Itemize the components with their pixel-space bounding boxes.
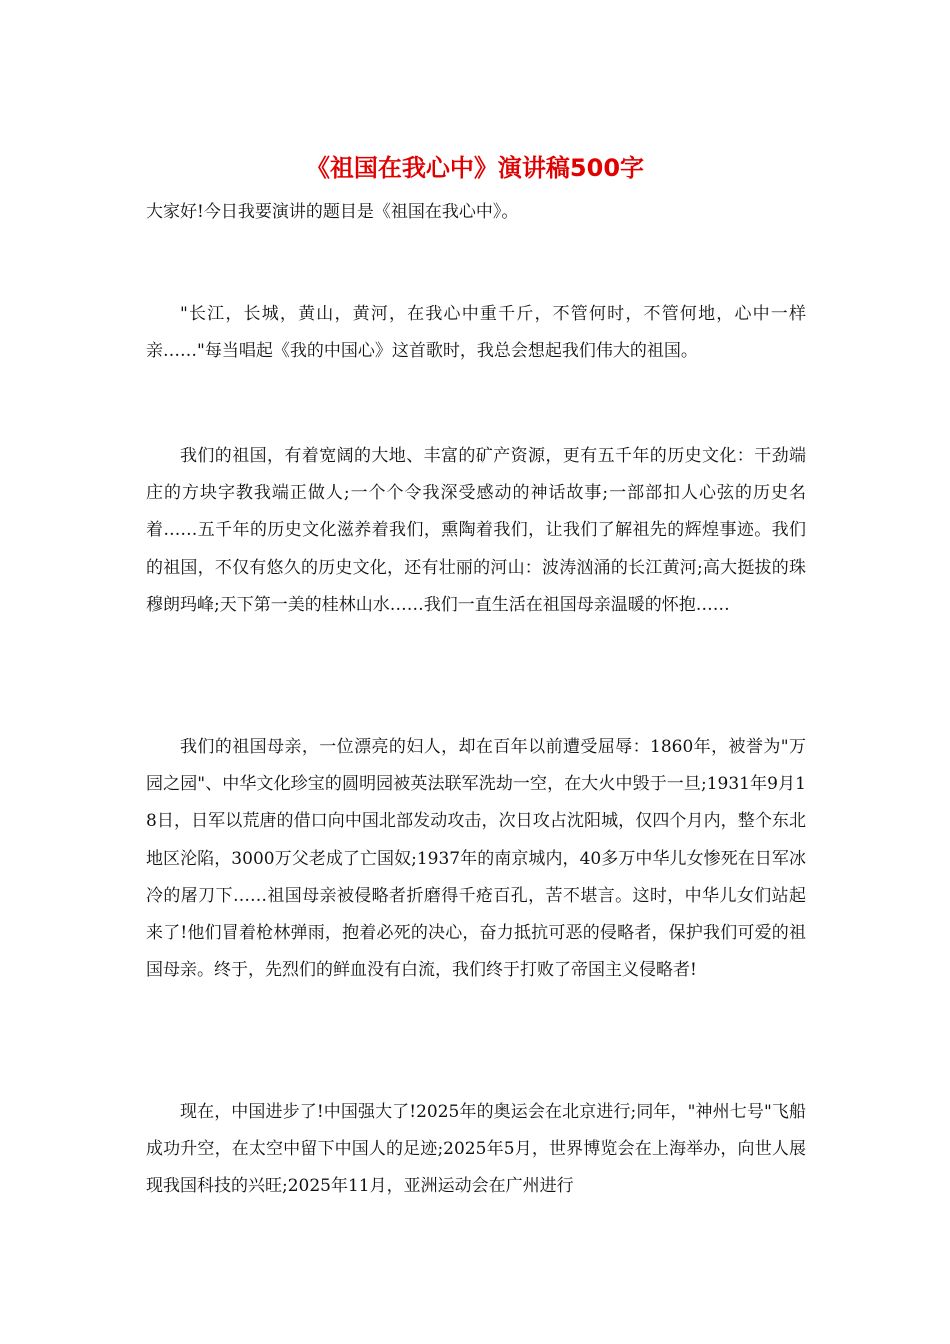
document-title: 《祖国在我心中》演讲稿500字 — [305, 154, 645, 182]
paragraph-3: 我们的祖国母亲，一位漂亮的妇人，却在百年以前遭受屈辱：1860年，被誉为"万园之园"、中华文化珍宝的圆明园被英法联军洗劫一空，在大火中毁于一旦;1931年9月18日，日军以荒唐的借口向中国北部发动攻击，次日攻占沈阳城，仅四个月内，整个东北地区沦陷，3000万父老成了亡国奴;1937年的南京城内，40多万中华儿女惨死在日军冰冷的屠刀下……祖国母亲被侵略者折磨得千疮百孔，苦不堪言。这时，中华儿女们站起来了!他们冒着枪林弹雨，抱着必死的决心，奋力抵抗可恶的侵略者，保护我们可爱的祖国母亲。终于，先烈们的鲜血没有白流，我们终于打败了帝国主义侵略者! — [146, 737, 806, 981]
paragraph-1: "长江，长城，黄山，黄河，在我心中重千斤，不管何时，不管何地，心中一样亲……"每当唱起《我的中国心》这首歌时，我总会想起我们伟大的祖国。 — [146, 304, 806, 362]
intro-line: 大家好!今日我要演讲的题目是《祖国在我心中》。 — [146, 202, 519, 222]
paragraph-4: 现在，中国进步了!中国强大了!2025年的奥运会在北京进行;同年，"神州七号"飞船成功升空，在太空中留下中国人的足迹;2025年5月，世界博览会在上海举办，向世人展现我国科技的兴旺;2025年11月，亚洲运动会在广州进行 — [146, 1102, 806, 1197]
paragraph-2: 我们的祖国，有着宽阔的大地、丰富的矿产资源，更有五千年的历史文化：干劲端庄的方块字教我端正做人;一个个令我深受感动的神话故事;一部部扣人心弦的历史名着……五千年的历史文化滋养着我们，熏陶着我们，让我们了解祖先的辉煌事迹。我们的祖国，不仅有悠久的历史文化，还有壮丽的河山：波涛汹涌的长江黄河;高大挺拔的珠穆朗玛峰;天下第一美的桂林山水……我们一直生活在祖国母亲温暖的怀抱…… — [146, 446, 806, 615]
